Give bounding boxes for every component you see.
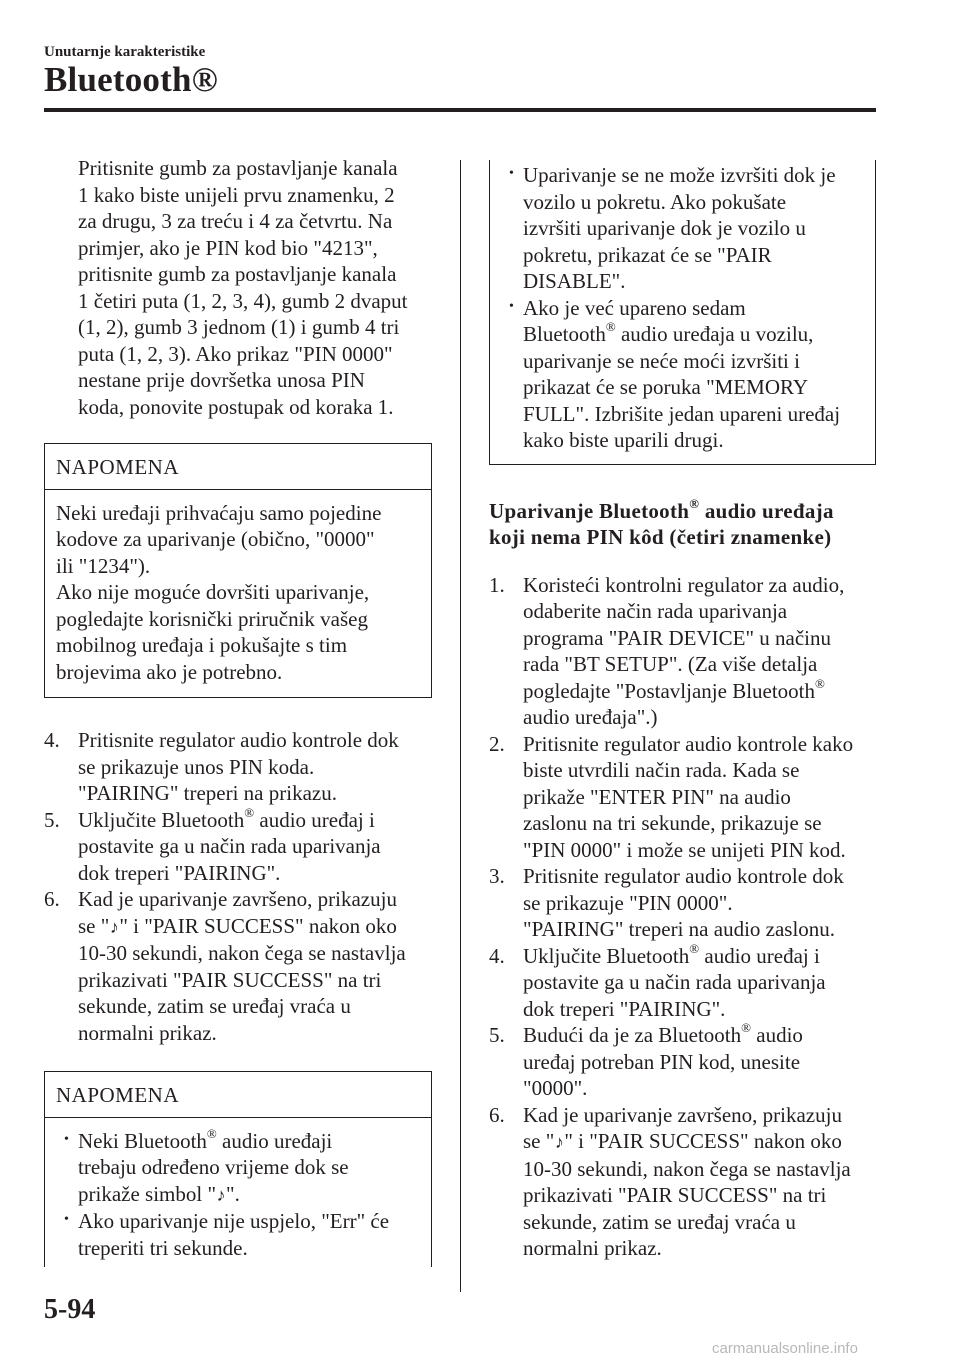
list-item: 5. Uključite Bluetooth® audio uređaj i postavite ga u način rada uparivanja dok treperi "PAIRING". — [44, 804, 381, 885]
bullet-icon: • — [509, 166, 514, 181]
note-body — [45, 1118, 431, 1268]
list-item: • Neki Bluetooth® audio uređaji trebaju određeno vrijeme dok se prikaže simbol "♪". — [56, 1128, 421, 1209]
list-item: 3. Pritisnite regulator audio kontrole dok se prikazuje "PIN 0000". "PAIRING" treperi na audio zaslonu. — [489, 864, 844, 941]
list-item: • Uparivanje se ne može izvršiti dok je vozilo u pokretu. Ako pokušate izvršiti uparivanje dok je vozilo u pokretu, prikazat će se "PAIR DISABLE". — [509, 163, 836, 293]
intro-paragraph: Pritisnite gumb za postavljanje kanala 1 kako biste unijeli prvu znamenku, 2 za drugu, 3 za treću i 4 za četvrtu. Na primjer, ako je PIN kod bio "4213", pritisnite gumb za postavljanje kanala 1 četiri puta (1, 2, 3, 4), gumb 2 dvaput (1, 2), gumb 3 jednom (1) i gumb 4 tri puta (1, 2, 3). Ako prikaz "PIN 0000" nestane prije dovršetka unosa PIN koda, ponovite postupak od koraka 1. — [78, 156, 408, 419]
steps-list — [44, 727, 432, 1046]
note-body: Neki uređaji prihvaćaju samo pojedine kodove za uparivanje (obično, "0000" ili "1234"). Ako nije moguće dovršiti uparivanje, pogledajte korisnički priručnik vašeg mobilnog uređaja i pokušajte s tim brojevima ako je potrebno. — [56, 500, 382, 684]
list-item: • Ako je već upareno sedam Bluetooth® audio uređaja u vozilu, uparivanje se neće moći izvršiti i prikazat će se poruka "MEMORY FULL". Izbrišite jedan upareni uređaj kako biste uparili drugi. — [509, 295, 841, 452]
list-item: 2. Pritisnite regulator audio kontrole kako biste utvrdili način rada. Kada se prikaže "ENTER PIN" na audio zaslonu na tri sekunde, prikazuje se "PIN 0000" i može se unijeti PIN kod. — [489, 731, 854, 862]
music-note-icon: ♪ — [216, 1184, 226, 1205]
list-item: 6. Kad je uparivanje završeno, prikazuju se "♪" i "PAIR SUCCESS" nakon oko 10-30 sekundi, nakon čega se nastavlja prikazivati "PAIR SUCCESS" na tri sekunde, zatim se uređaj vraća u normalni prikaz. — [489, 1102, 851, 1260]
section-subtitle: Unutarnje karakteristike — [44, 44, 206, 60]
column-divider — [460, 160, 461, 1292]
bullet-icon: • — [509, 298, 514, 314]
left-column — [44, 155, 432, 1267]
music-note-icon: ♪ — [109, 916, 119, 937]
list-item: 4. Pritisnite regulator audio kontrole dok se prikazuje unos PIN koda. "PAIRING" treperi na prikazu. — [44, 728, 399, 805]
note-box — [44, 443, 432, 698]
list-item: • Ako uparivanje nije uspjelo, "Err" će treperiti tri sekunde. — [64, 1209, 390, 1260]
header-rule — [44, 108, 876, 112]
bullet-icon: • — [64, 1131, 69, 1147]
note-title: NAPOMENA — [45, 444, 431, 490]
right-column — [489, 160, 876, 1262]
section-heading: Uparivanje Bluetooth® audio uređaja koji nema PIN kôd (četiri znamenke) — [489, 495, 834, 549]
list-item: 5. Budući da je za Bluetooth® audio uređaj potreban PIN kod, unesite "0000". — [489, 1020, 803, 1100]
list-item: 1. Koristeći kontrolni regulator za audio, odaberite način rada uparivanja programa "PAIR DEVICE" u načinu rada "BT SETUP". (Za više detalja pogledajte "Postavljanje Bluetooth® audio uređaja".) — [489, 572, 845, 729]
page-number: 5-94 — [44, 1294, 96, 1325]
note-box-continued — [489, 160, 876, 465]
page-title: Bluetooth® — [44, 60, 218, 99]
music-note-icon: ♪ — [554, 1132, 564, 1152]
steps-list — [489, 572, 876, 1262]
note-title: NAPOMENA — [45, 1072, 431, 1118]
note-box — [44, 1071, 432, 1267]
list-item: 4. Uključite Bluetooth® audio uređaj i postavite ga u način rada uparivanja dok treperi "PAIRING". — [489, 940, 826, 1021]
list-item: 6. Kad je uparivanje završeno, prikazuju se "♪" i "PAIR SUCCESS" nakon oko 10-30 sekundi, nakon čega se nastavlja prikazivati "PAIR SUCCESS" na tri sekunde, zatim se uređaj vraća u normalni prikaz. — [44, 887, 406, 1045]
bullet-icon: • — [64, 1212, 69, 1227]
watermark: carmanualsonline.info — [712, 1340, 858, 1357]
